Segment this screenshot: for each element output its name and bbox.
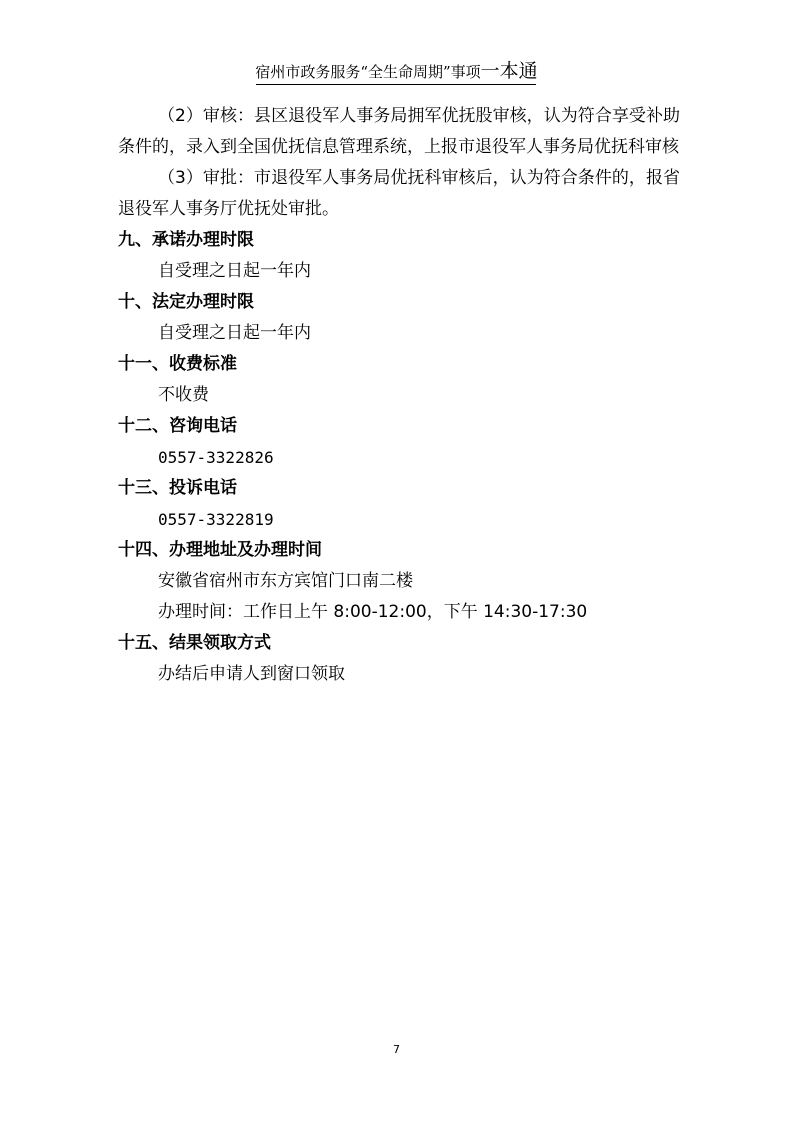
section-heading-address-hours: 十四、办理地址及办理时间	[118, 540, 322, 560]
header-title-tail: 一本通	[480, 60, 538, 82]
office-hours: 办理时间：工作日上午 8:00-12:00，下午 14:30-17:30	[158, 602, 588, 622]
office-address: 安徽省宿州市东方宾馆门口南二楼	[158, 571, 413, 591]
section-text-promised-time: 自受理之日起一年内	[158, 261, 311, 281]
document-body	[118, 101, 680, 690]
complaint-phone-number: 0557-3322819	[158, 510, 274, 529]
approval-paragraph: （3）审批：市退役军人事务局优抚科审核后，认为符合条件的，报省退役军人事务厅优抚处审批。	[118, 168, 680, 219]
header-underline	[256, 84, 536, 85]
page-header	[0, 60, 793, 83]
inquiry-phone-number: 0557-3322826	[158, 448, 274, 467]
section-heading-promised-time: 九、承诺办理时限	[118, 230, 254, 250]
page-number: 7	[393, 1043, 400, 1056]
review-paragraph: （2）审核：县区退役军人事务局拥军优抚股审核，认为符合享受补助条件的，录入到全国优抚信息管理系统，上报市退役军人事务局优抚科审核	[118, 106, 680, 157]
section-text-fee-standard: 不收费	[158, 385, 209, 405]
section-heading-fee-standard: 十一、收费标准	[118, 354, 237, 374]
section-heading-complaint-phone: 十三、投诉电话	[118, 478, 237, 498]
section-heading-legal-time: 十、法定办理时限	[118, 292, 254, 312]
header-title: 宿州市政务服务“全生命周期”事项	[255, 63, 481, 81]
section-text-result-collection: 办结后申请人到窗口领取	[158, 664, 345, 684]
section-heading-inquiry-phone: 十二、咨询电话	[118, 416, 237, 436]
section-heading-result-collection: 十五、结果领取方式	[118, 633, 271, 653]
section-text-legal-time: 自受理之日起一年内	[158, 323, 311, 343]
